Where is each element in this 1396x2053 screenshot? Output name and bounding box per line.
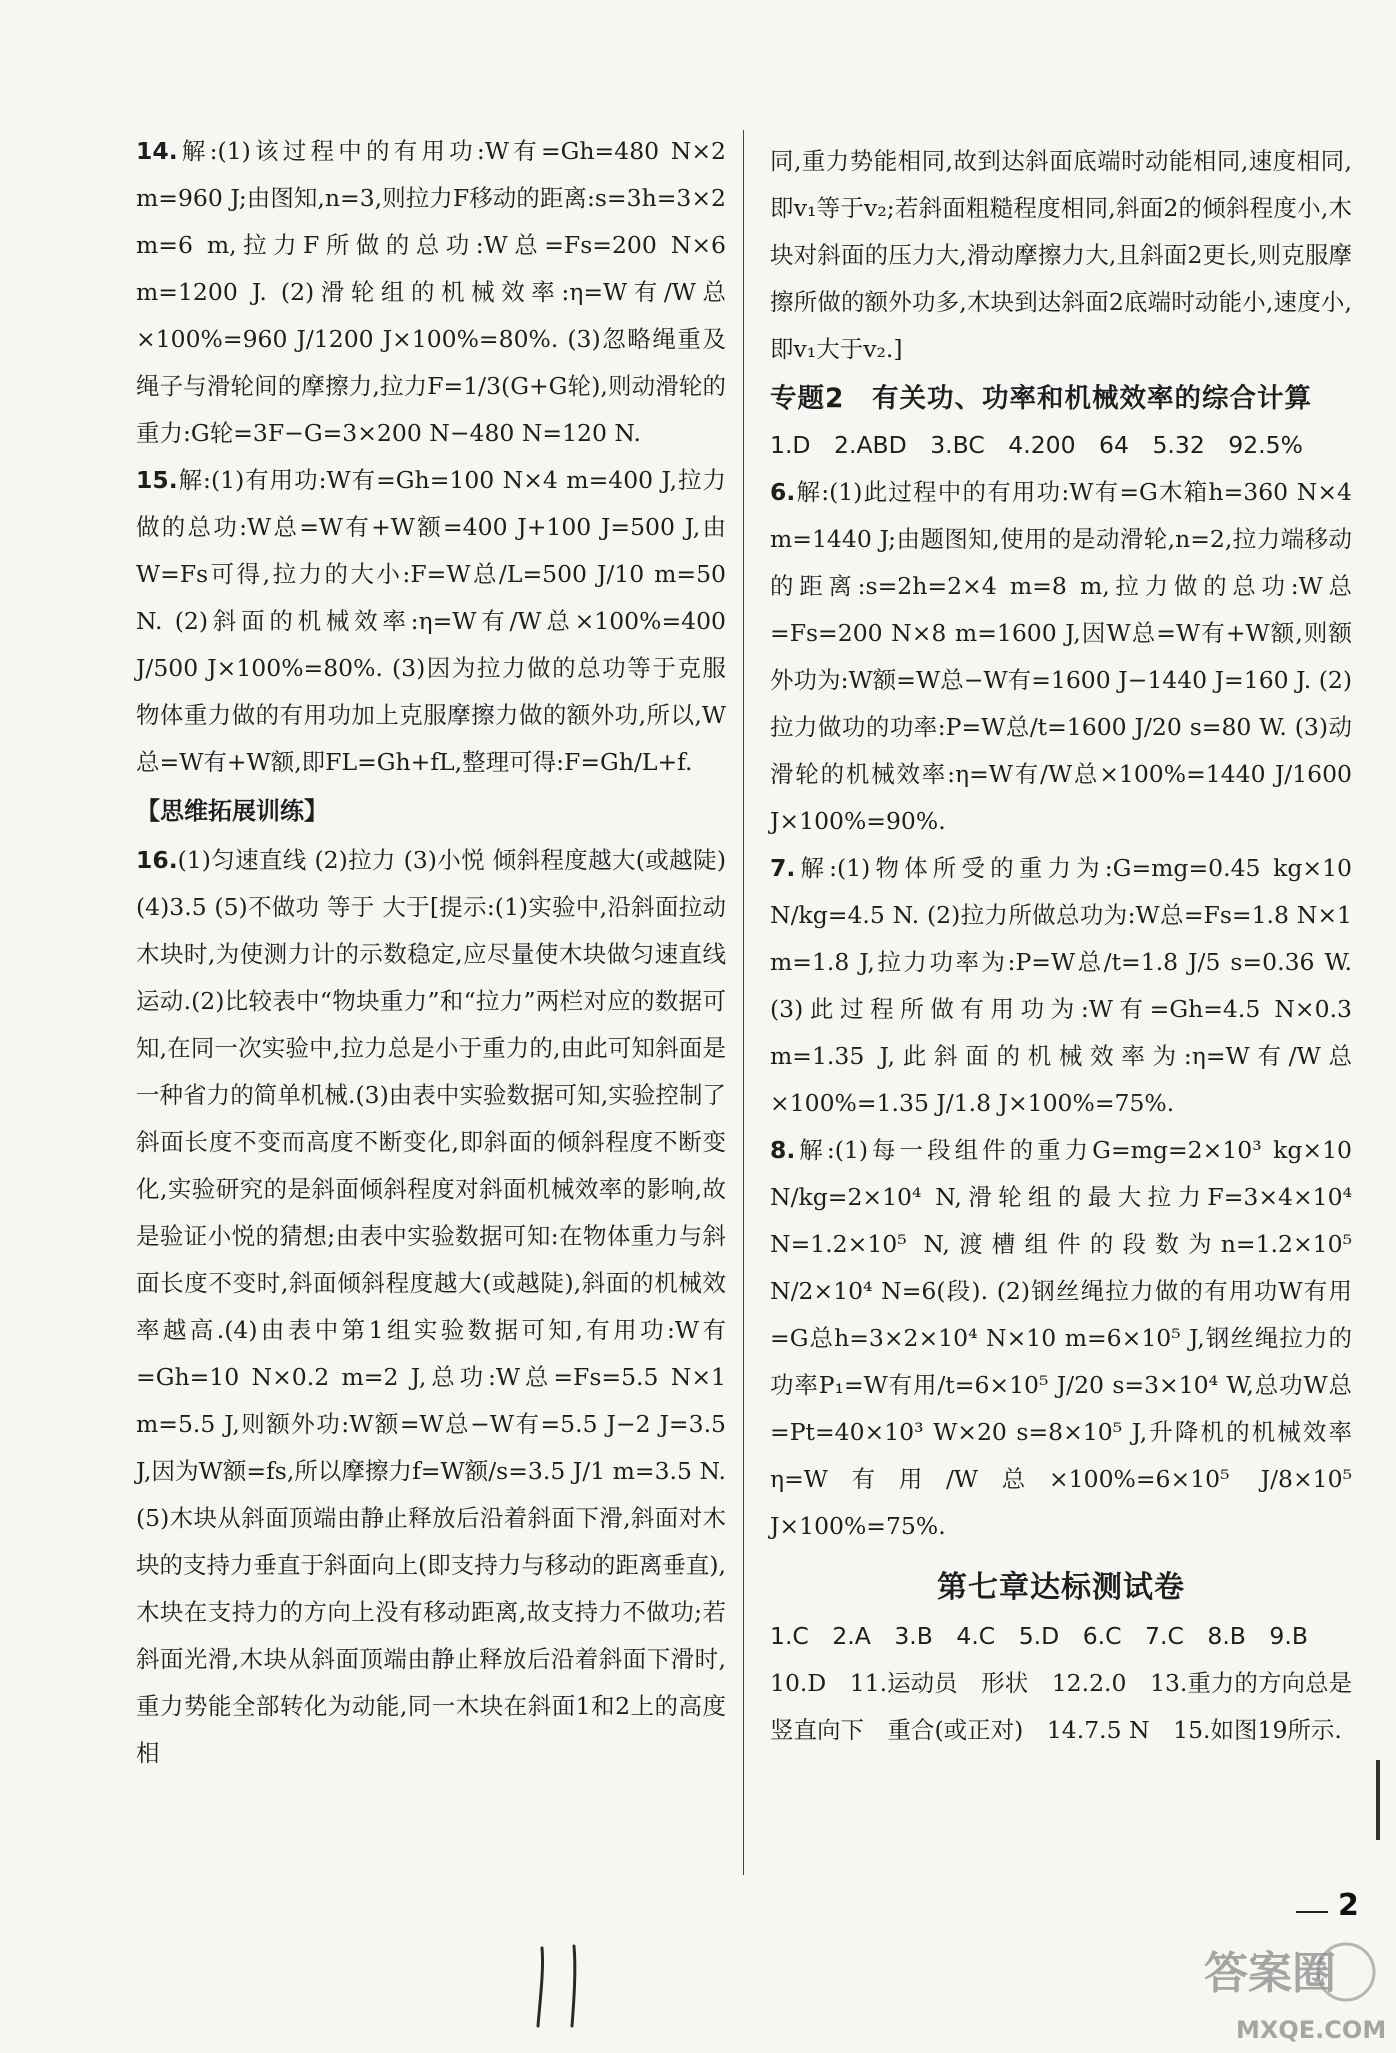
page-number: 2 bbox=[1338, 1888, 1359, 1923]
answer-16-continued: 同,重力势能相同,故到达斜面底端时动能相同,速度相同,即v₁等于v₂;若斜面粗糙程度相同,斜面2的倾斜程度小,木块对斜面的压力大,滑动摩擦力大,且斜面2更长,则克服摩擦所做的额外功多,木块到达斜面2底端时动能小,速度小,即v₁大于v₂.] bbox=[770, 147, 1352, 363]
question-number: 8. bbox=[770, 1136, 796, 1164]
answer-text: 解:(1)物体所受的重力为:G=mg=0.45 kg×10 N/kg=4.5 N. (2)拉力所做总功为:W总=Fs=1.8 N×1 m=1.8 J,拉力功率为:P=W总/t=1.8 J/5 s=0.36 W. (3)此过程所做有用功为:W有=Gh=4.5 N×0.3 m=1.35 J,此斜面的机械效率为:η=W有/W总×100%=1.35 J/1.8 J×100%=75%. bbox=[770, 854, 1352, 1117]
question-number: 7. bbox=[770, 854, 796, 882]
question-number: 16. bbox=[136, 846, 178, 874]
chapter-answers-line-1: 1.C 2.A 3.B 4.C 5.D 6.C 7.C 8.B 9.B bbox=[770, 1622, 1308, 1650]
answer-text: 解:(1)有用功:W有=Gh=100 N×4 m=400 J,拉力做的总功:W总=W有+W额=400 J+100 J=500 J,由W=Fs可得,拉力的大小:F=W总/L=500 J/10 m=50 N. (2)斜面的机械效率:η=W有/W总×100%=400 J/500 J×100%=80%. (3)因为拉力做的总功等于克服物体重力做的有用功加上克服摩擦力做的额外功,所以,W总=W有+W额,即FL=Gh+fL,整理可得:F=Gh/L+f. bbox=[136, 466, 726, 776]
answer-text: 解:(1)该过程中的有用功:W有=Gh=480 N×2 m=960 J;由图知,n=3,则拉力F移动的距离:s=3h=3×2 m=6 m,拉力F所做的总功:W总=Fs=200 N×6 m=1200 J. (2)滑轮组的机械效率:η=W有/W总×100%=960 J/1200 J×100%=80%. (3)忽略绳重及绳子与滑轮间的摩擦力,拉力F=1/3(G+G轮),则动滑轮的重力:G轮=3F−G=3×200 N−480 N=120 N. bbox=[136, 137, 726, 447]
answer-text: (1)匀速直线 (2)拉力 (3)小悦 倾斜程度越大(或越陡) (4)3.5 (5)不做功 等于 大于[提示:(1)实验中,沿斜面拉动木块时,为使测力计的示数稳定,应尽量使木块做匀速直线运动.(2)比较表中“物块重力”和“拉力”两栏对应的数据可知,在同一次实验中,拉力总是小于重力的,由此可知斜面是一种省力的简单机械.(3)由表中实验数据可知,实验控制了斜面长度不变而高度不断变化,即斜面的倾斜程度不断变化,实验研究的是斜面倾斜程度对斜面机械效率的影响,故是验证小悦的猜想;由表中实验数据可知:在物体重力与斜面长度不变时,斜面倾斜程度越大(或越陡),斜面的机械效率越高.(4)由表中第1组实验数据可知,有用功:W有=Gh=10 N×0.2 m=2 J,总功:W总=Fs=5.5 N×1 m=5.5 J,则额外功:W额=W总−W有=5.5 J−2 J=3.5 J,因为W额=fs,所以摩擦力f=W额/s=3.5 J/1 m=3.5 N.(5)木块从斜面顶端由静止释放后沿着斜面下滑,斜面对木块的支持力垂直于斜面向上(即支持力与移动的距离垂直),木块在支持力的方向上没有移动距离,故支持力不做功;若斜面光滑,木块从斜面顶端由静止释放后沿着斜面下滑时,重力势能全部转化为动能,同一木块在斜面1和2上的高度相 bbox=[136, 846, 726, 1767]
answer-15 bbox=[136, 457, 726, 786]
page-number-dash bbox=[1296, 1911, 1328, 1913]
multiple-choice-answers: 1.D 2.ABD 3.BC 4.200 64 5.32 92.5% bbox=[770, 431, 1303, 459]
answer-6 bbox=[770, 469, 1352, 845]
section-heading-thinking-training: 【思维拓展训练】 bbox=[136, 797, 328, 825]
answer-14 bbox=[136, 128, 726, 457]
edge-mark bbox=[1376, 1760, 1380, 1840]
watermark-logo bbox=[1196, 1926, 1386, 2050]
column-divider bbox=[743, 130, 744, 1875]
question-number: 15. bbox=[136, 466, 178, 494]
left-column bbox=[136, 128, 726, 1777]
answer-text: 解:(1)此过程中的有用功:W有=G木箱h=360 N×4 m=1440 J;由题图知,使用的是动滑轮,n=2,拉力端移动的距离:s=2h=2×4 m=8 m,拉力做的总功:W总=Fs=200 N×8 m=1600 J,因W总=W有+W额,则额外功为:W额=W总−W有=1600 J−1440 J=160 J. (2)拉力做功的功率:P=W总/t=1600 J/20 s=80 W. (3)动滑轮的机械效率:η=W有/W总×100%=1440 J/1600 J×100%=90%. bbox=[770, 478, 1352, 835]
answer-16 bbox=[136, 837, 726, 1777]
answer-text: 解:(1)每一段组件的重力G=mg=2×10³ kg×10 N/kg=2×10⁴ N,滑轮组的最大拉力F=3×4×10⁴ N=1.2×10⁵ N,渡槽组件的段数为n=1.2×10⁵ N/2×10⁴ N=6(段). (2)钢丝绳拉力做的有用功W有用=G总h=3×2×10⁴ N×10 m=6×10⁵ J,钢丝绳拉力的功率P₁=W有用/t=6×10⁵ J/20 s=3×10⁴ W,总功W总=Pt=40×10³ W×20 s=8×10⁵ J,升降机的机械效率η=W有用/W总×100%=6×10⁵ J/8×10⁵ J×100%=75%. bbox=[770, 1136, 1352, 1540]
question-number: 6. bbox=[770, 478, 796, 506]
right-column bbox=[770, 138, 1352, 1754]
watermark-url: MXQE.COM bbox=[1236, 2016, 1386, 2044]
handwriting-mark bbox=[522, 1940, 602, 2030]
answer-8 bbox=[770, 1127, 1352, 1550]
chapter-7-test-heading: 第七章达标测试卷 bbox=[937, 1570, 1185, 1605]
watermark-text: 答案圈 bbox=[1204, 1948, 1336, 1999]
question-number: 14. bbox=[136, 137, 178, 165]
topic-2-heading: 专题2 有关功、功率和机械效率的综合计算 bbox=[770, 383, 1312, 414]
chapter-answers-line-2: 10.D 11.运动员 形状 12.2.0 13.重力的方向总是竖直向下 重合(或正对) 14.7.5 N 15.如图19所示. bbox=[770, 1669, 1352, 1744]
answer-7 bbox=[770, 845, 1352, 1127]
